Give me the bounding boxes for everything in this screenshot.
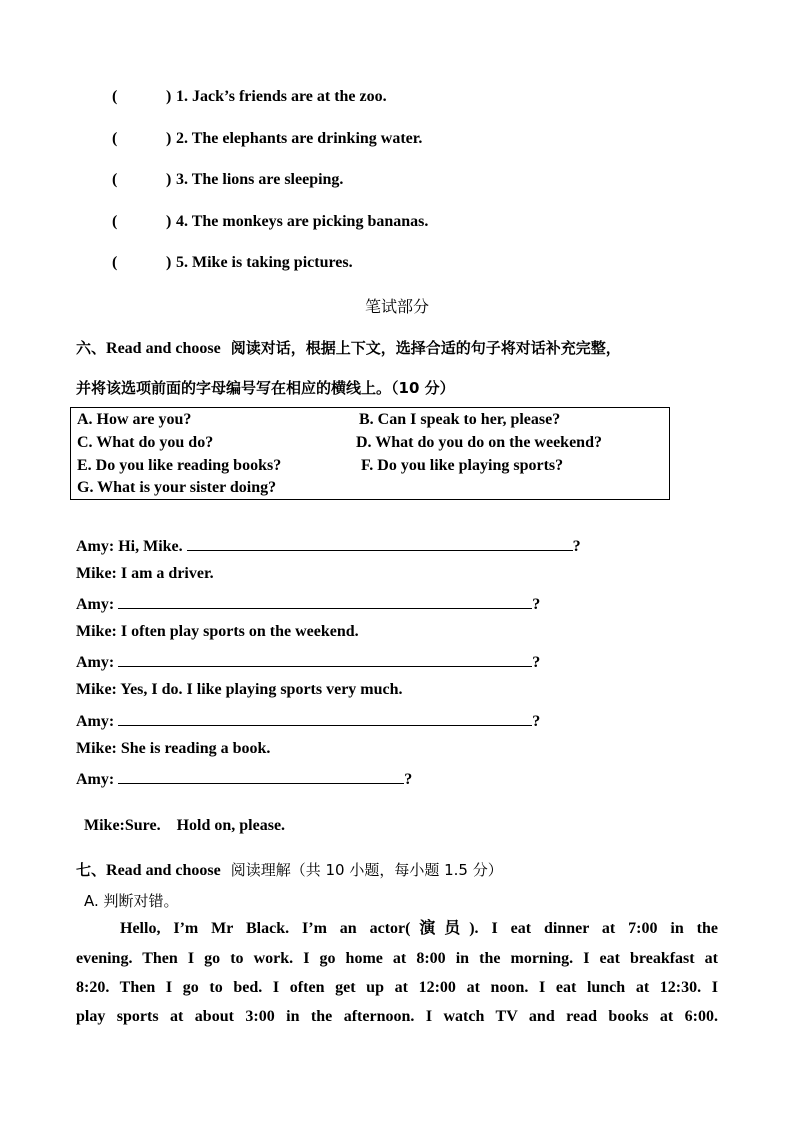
section7-number: 七、 bbox=[76, 861, 107, 879]
speaker: Amy: bbox=[76, 596, 115, 613]
answer-paren-close: ) bbox=[166, 88, 172, 105]
speaker: Amy: bbox=[76, 713, 115, 730]
line-text: I often play sports on the weekend. bbox=[120, 623, 359, 640]
dialogue-line-9 bbox=[76, 769, 412, 789]
part-a-label: A. 判断对错。 bbox=[84, 892, 179, 910]
speaker: Amy: bbox=[76, 654, 115, 671]
option-f: F. Do you like playing sports? bbox=[361, 457, 564, 474]
question-mark: ? bbox=[404, 771, 413, 788]
section7-title-zh: 阅读理解（共 10 小题，每小题 1.5 分） bbox=[230, 861, 503, 879]
speaker: Mike: bbox=[76, 565, 117, 582]
question-mark: ? bbox=[572, 538, 581, 555]
option-d: D. What do you do on the weekend? bbox=[356, 434, 602, 451]
listening-item-2 bbox=[0, 130, 794, 150]
dialogue-line-1 bbox=[76, 536, 581, 556]
speaker: Amy: bbox=[76, 538, 115, 555]
speaker: Mike: bbox=[84, 817, 125, 834]
speaker: Mike: bbox=[76, 623, 117, 640]
answer-blank[interactable] bbox=[118, 711, 532, 726]
line-text: Yes, I do. I like playing sports very much. bbox=[120, 681, 403, 698]
item-text: 3. The lions are sleeping. bbox=[176, 171, 344, 188]
dialogue-line-7 bbox=[76, 711, 540, 731]
answer-blank[interactable] bbox=[187, 536, 573, 551]
option-e: E. Do you like reading books? bbox=[77, 457, 282, 474]
answer-paren-open: ( bbox=[112, 130, 118, 147]
option-c: C. What do you do? bbox=[77, 434, 214, 451]
item-text: 4. The monkeys are picking bananas. bbox=[176, 213, 429, 230]
answer-paren-open: ( bbox=[112, 213, 118, 230]
listening-item-3 bbox=[0, 171, 794, 191]
answer-blank[interactable] bbox=[118, 594, 532, 609]
dialogue-line-5 bbox=[76, 652, 540, 672]
answer-paren-close: ) bbox=[166, 171, 172, 188]
dialogue-line-10 bbox=[76, 799, 285, 835]
section7-heading bbox=[76, 859, 503, 880]
options-box bbox=[70, 407, 670, 500]
section6-number: 六、 bbox=[76, 339, 107, 357]
section6-instruction-1: 阅读对话，根据上下文，选择合适的句子将对话补充完整， bbox=[230, 339, 621, 357]
speaker: Mike: bbox=[76, 681, 117, 698]
line-text: She is reading a book. bbox=[120, 740, 271, 757]
passage-line-4: play sports at about 3:00 in the afternoon. I watch TV and read books at 6:00. bbox=[76, 1008, 718, 1025]
option-a: A. How are you? bbox=[77, 411, 192, 428]
item-text: 5. Mike is taking pictures. bbox=[176, 254, 353, 271]
item-text: 1. Jack’s friends are at the zoo. bbox=[176, 88, 387, 105]
answer-paren-close: ) bbox=[166, 213, 172, 230]
line-text: Sure. Hold on, please. bbox=[124, 817, 286, 834]
question-mark: ? bbox=[532, 596, 541, 613]
dialogue-line-8 bbox=[76, 740, 270, 758]
option-g: G. What is your sister doing? bbox=[77, 479, 277, 496]
passage-line-1: Hello, I’m Mr Black. I’m an actor(演员). I eat dinner at 7:00 in the bbox=[120, 920, 718, 937]
speaker: Amy: bbox=[76, 771, 115, 788]
answer-blank[interactable] bbox=[118, 769, 404, 784]
section6-heading bbox=[76, 337, 621, 358]
speaker: Mike: bbox=[76, 740, 117, 757]
answer-paren-open: ( bbox=[112, 254, 118, 271]
passage-line-3: 8:20. Then I go to bed. I often get up at 12:00 at noon. I eat lunch at 12:30. I bbox=[76, 979, 718, 996]
dialogue-line-2 bbox=[76, 565, 214, 583]
question-mark: ? bbox=[532, 654, 541, 671]
section7-title-en: Read and choose bbox=[106, 862, 221, 879]
listening-item-1 bbox=[0, 88, 794, 108]
item-text: 2. The elephants are drinking water. bbox=[176, 130, 423, 147]
dialogue-line-6 bbox=[76, 681, 403, 699]
line-text: I am a driver. bbox=[120, 565, 214, 582]
answer-paren-close: ) bbox=[166, 130, 172, 147]
dialogue-line-4 bbox=[76, 623, 359, 641]
section6-title-en: Read and choose bbox=[106, 340, 221, 357]
answer-paren-open: ( bbox=[112, 88, 118, 105]
listening-item-5 bbox=[0, 254, 794, 274]
line-text: Hi, Mike. bbox=[118, 538, 183, 555]
section6-instruction-2: 并将该选项前面的字母编号写在相应的横线上。（10 分） bbox=[76, 379, 455, 397]
option-b: B. Can I speak to her, please? bbox=[359, 411, 561, 428]
passage-line-2: evening. Then I go to work. I go home at 8:00 in the morning. I eat breakfast at bbox=[76, 950, 718, 967]
answer-blank[interactable] bbox=[118, 652, 532, 667]
listening-item-4 bbox=[0, 213, 794, 233]
question-mark: ? bbox=[532, 713, 541, 730]
dialogue-line-3 bbox=[76, 594, 540, 614]
answer-paren-open: ( bbox=[112, 171, 118, 188]
answer-paren-close: ) bbox=[166, 254, 172, 271]
written-part-heading: 笔试部分 bbox=[364, 297, 429, 316]
